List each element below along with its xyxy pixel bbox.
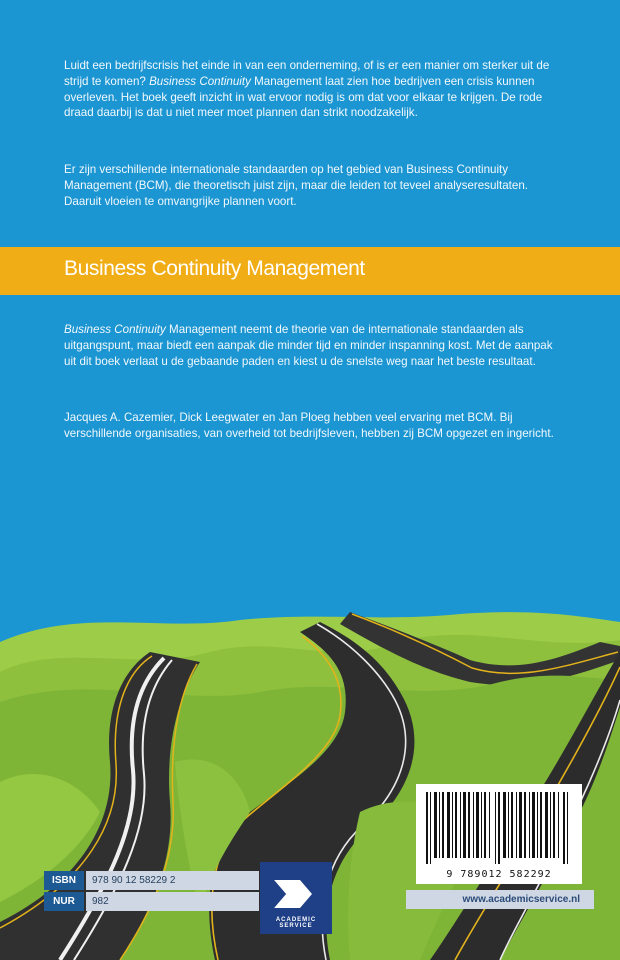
isbn-block	[44, 871, 259, 911]
publisher-logo	[260, 862, 332, 934]
nur-value: 982	[86, 892, 259, 911]
intro-paragraph-2: Er zijn verschillende internationale standaarden op het gebied van Business Continuity Management (BCM), die theoretisch juist zijn, maar die leiden tot teveel analyseresultaten. Daaruit vloeien te omvangrijke plannen voort.	[64, 163, 528, 208]
nur-row	[44, 892, 259, 911]
barcode	[416, 784, 582, 884]
publisher-name: ACADEMIC SERVICE	[275, 917, 317, 929]
author-paragraph: Jacques A. Cazemier, Dick Leegwater en Jan Ploeg hebben veel ervaring met BCM. Bij verschillende organisaties, van overheid tot bedrijfsleven, hebben zij BCM opgezet en ingericht.	[64, 411, 554, 440]
website-bar	[406, 890, 594, 909]
title-band	[0, 247, 620, 295]
intro-paragraph-1: Luidt een bedrijfscrisis het einde in van een onderneming, of is er een manier om sterker uit de strijd te komen? Business Continuity Management laat zien hoe bedrijven een crisis kunnen overleven. Het boek geeft inzicht in wat ervoor nodig is om dat voor elkaar te krijgen. De rode draad daarbij is dat u niet meer moet plannen dan strikt noodzakelijk.	[64, 59, 550, 120]
isbn-value: 978 90 12 58229 2	[86, 871, 259, 890]
arrow-icon	[260, 862, 332, 918]
barcode-bars	[426, 792, 572, 864]
barcode-number: 9 789012 582292	[446, 869, 552, 880]
body-paragraph-1: Business Continuity Management neemt de theorie van de internationale standaarden als uitgangspunt, maar biedt een aanpak die minder tijd en minder inspanning kost. Met de aanpak uit dit boek verlaat u de gebaande paden en kiest u de snelste weg naar het beste resultaat.	[64, 323, 553, 368]
isbn-label: ISBN	[44, 871, 84, 890]
website-url[interactable]: www.academicservice.nl	[462, 894, 580, 905]
isbn-row	[44, 871, 259, 890]
nur-label: NUR	[44, 892, 84, 911]
book-title: Business Continuity Management	[64, 257, 365, 280]
